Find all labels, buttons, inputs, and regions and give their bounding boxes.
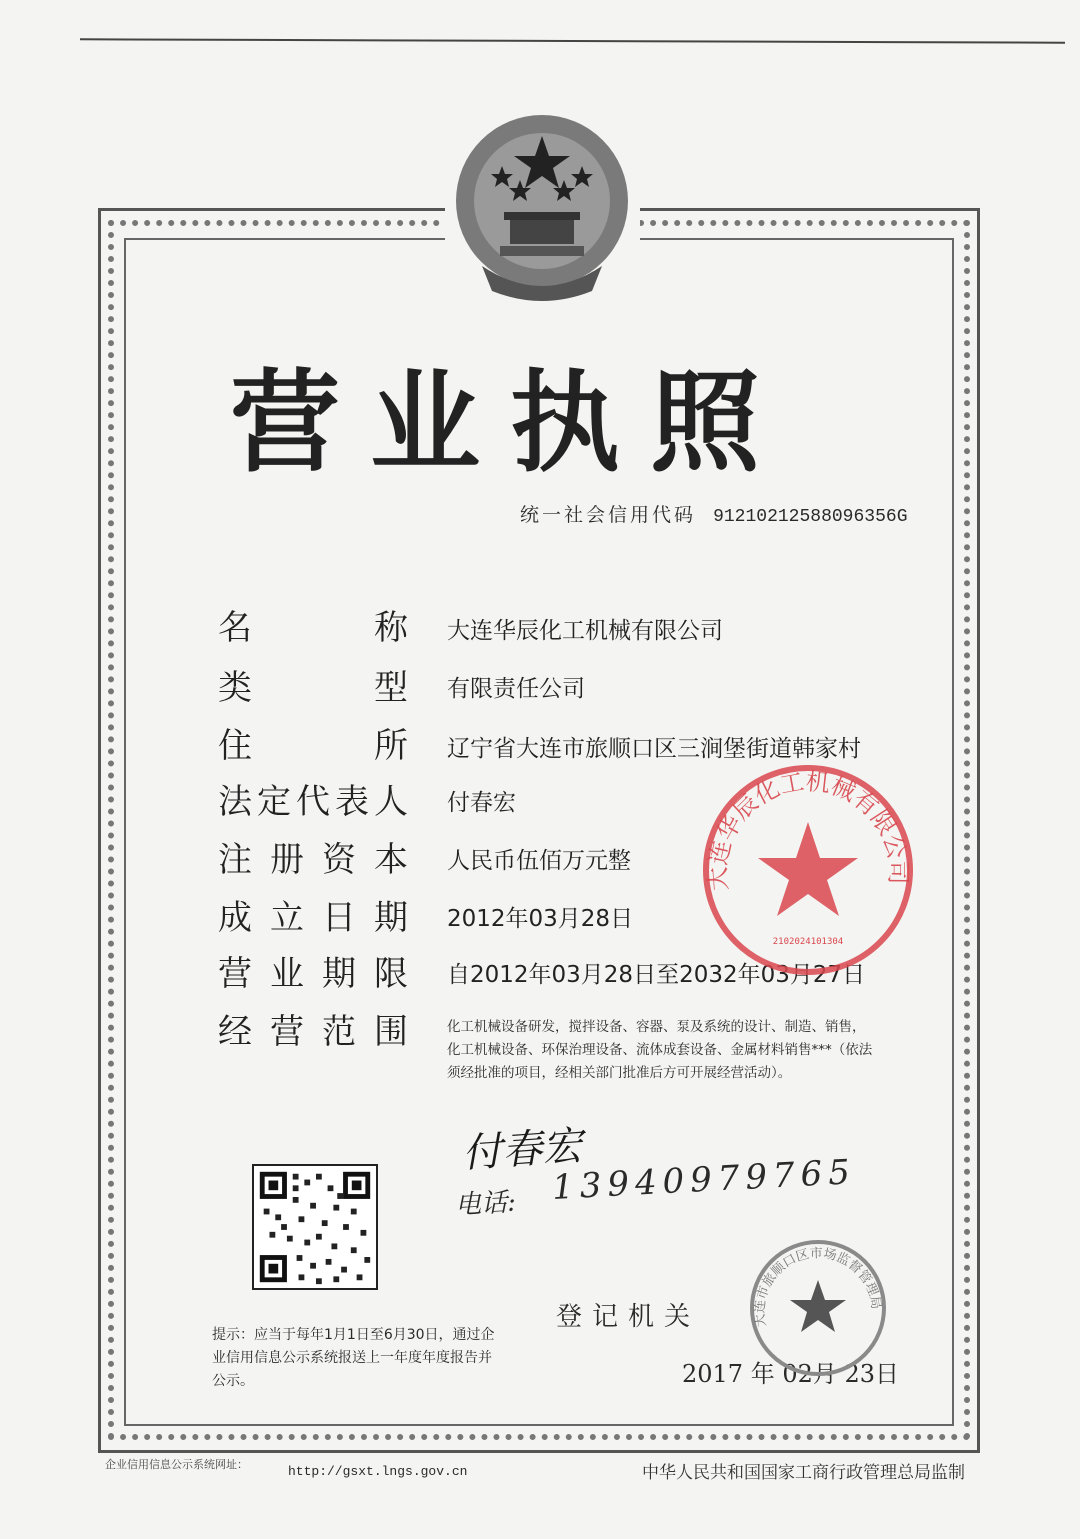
credit-code-line <box>520 500 908 527</box>
phone-label-handwritten: 电话: <box>454 1187 517 1221</box>
field-label-address: 住所 <box>218 726 408 766</box>
field-value-established: 2012年03月28日 <box>447 906 634 932</box>
field-label-capital: 注册资本 <box>218 840 408 880</box>
footer-site-label: 企业信用信息公示系统网址： <box>105 1458 248 1471</box>
field-label-type: 类型 <box>218 668 408 708</box>
field-label-legal-rep: 法定代表人 <box>218 782 408 822</box>
field-label-scope: 经营范围 <box>218 1012 408 1052</box>
registration-authority-label: 登记机关 <box>556 1302 701 1332</box>
field-value-capital: 人民币伍佰万元整 <box>447 848 631 874</box>
phone-handwritten: 13940979765 <box>551 1152 857 1208</box>
seal-red-text: 大连华辰化工机械有限公司 <box>703 767 913 892</box>
footer-url-link[interactable]: http://gsxt.lngs.gov.cn <box>288 1464 468 1479</box>
authority-seal-stamp <box>746 1236 890 1380</box>
license-title: 营业执照 <box>230 359 790 487</box>
company-seal-stamp <box>698 760 918 980</box>
field-label-established: 成立日期 <box>218 898 408 938</box>
scan-edge-line <box>80 38 1065 43</box>
field-value-scope: 化工机械设备研发，搅拌设备、容器、泵及系统的设计、制造、销售， 化工机械设备、环保治理设备、流体成套设备、金属材料销售***（依法 须经批准的项目，经相关部门批准后方可开展经营活动）。 <box>447 1019 873 1081</box>
field-value-term: 自2012年03月28日至2032年03月27日 <box>447 962 866 988</box>
field-value-name: 大连华辰化工机械有限公司 <box>447 618 723 644</box>
national-emblem-icon <box>452 106 632 306</box>
credit-code-label: 统一社会信用代码 <box>520 504 697 526</box>
field-label-term: 营业期限 <box>218 954 408 994</box>
field-label-name: 名称 <box>218 608 408 648</box>
signature-handwritten: 付春宏 <box>460 1122 584 1178</box>
field-value-legal-rep: 付春宏 <box>447 790 516 816</box>
annual-report-notice: 提示：应当于每年1月1日至6月30日，通过企业信用信息公示系统报送上一年度年度报告并公示。 <box>212 1327 495 1389</box>
seal-red-number: 2102024101304 <box>772 937 844 947</box>
credit-code-value: 91210212588096356G <box>713 507 908 527</box>
seal-gray-text: 大连市旅顺口区市场监督管理局 <box>752 1246 884 1328</box>
field-value-type: 有限责任公司 <box>447 676 585 702</box>
field-value-address: 辽宁省大连市旅顺口区三涧堡街道韩家村 <box>447 736 861 762</box>
footer-supervisor: 中华人民共和国国家工商行政管理总局监制 <box>642 1463 965 1483</box>
qr-code-icon <box>252 1164 378 1290</box>
issue-date: 2017 年 02月 23日 <box>682 1360 900 1388</box>
